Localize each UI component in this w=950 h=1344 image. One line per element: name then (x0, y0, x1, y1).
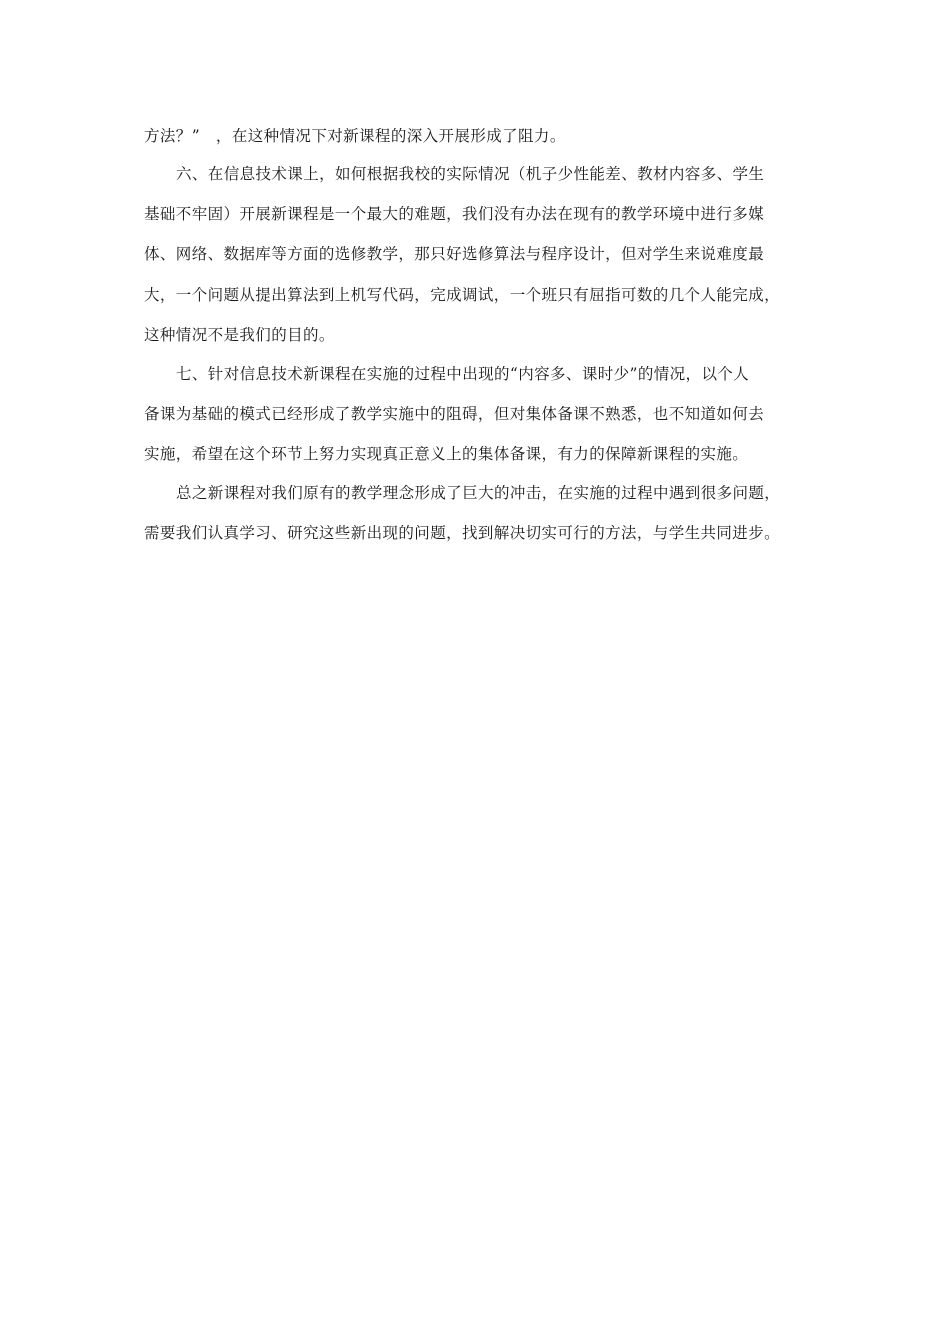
paragraph-line-5: 大，一个问题从提出算法到上机写代码，完成调试，一个班只有屈指可数的几个人能完成， (144, 286, 781, 304)
paragraph-line-1: 方法？” ，在这种情况下对新课程的深入开展形成了阻力。 (144, 127, 566, 145)
paragraph-line-9: 实施，希望在这个环节上努力实现真正意义上的集体备课，有力的保障新课程的实施。 (144, 445, 749, 463)
paragraph-line-11: 需要我们认真学习、研究这些新出现的问题，找到解决切实可行的方法，与学生共同进步。 (144, 524, 781, 542)
paragraph-line-10: 总之新课程对我们原有的教学理念形成了巨大的冲击，在实施的过程中遇到很多问题， (176, 484, 781, 502)
paragraph-line-2: 六、在信息技术课上，如何根据我校的实际情况（机子少性能差、教材内容多、学生 (176, 165, 765, 183)
paragraph-line-6: 这种情况不是我们的目的。 (144, 326, 335, 344)
paragraph-line-4: 体、网络、数据库等方面的选修教学，那只好选修算法与程序设计，但对学生来说难度最 (144, 245, 765, 263)
paragraph-line-8: 备课为基础的模式已经形成了教学实施中的阻碍，但对集体备课不熟悉，也不知道如何去 (144, 405, 765, 423)
paragraph-line-7: 七、针对信息技术新课程在实施的过程中出现的“内容多、课时少”的情况，以个人 (176, 365, 750, 383)
paragraph-line-3: 基础不牢固）开展新课程是一个最大的难题，我们没有办法在现有的教学环境中进行多媒 (144, 205, 765, 223)
